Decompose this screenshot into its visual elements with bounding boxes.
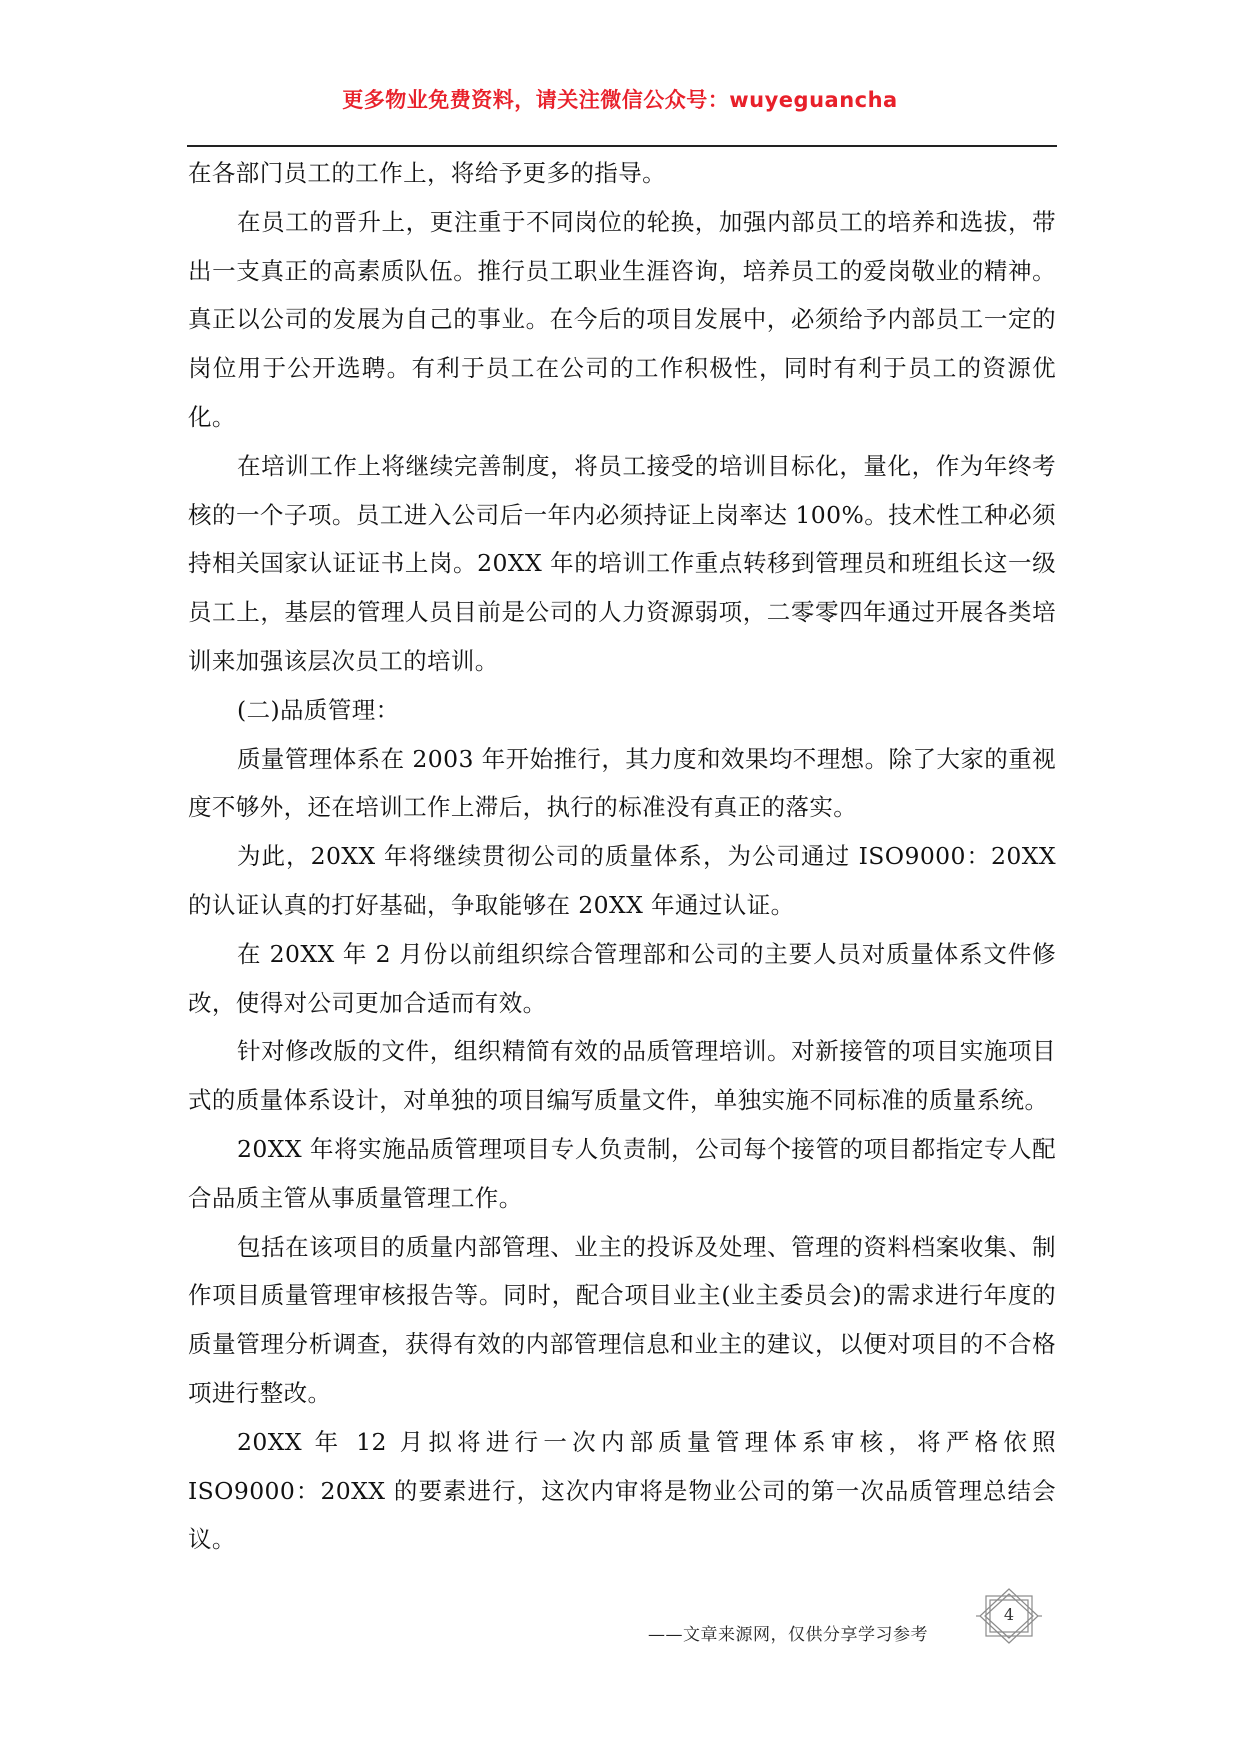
paragraph: 在 20XX 年 2 月份以前组织综合管理部和公司的主要人员对质量体系文件修改，使得对公司更加合适而有效。 [188,939,1056,1017]
paragraph: 20XX 年 12 月拟将进行一次内部质量管理体系审核，将严格依照 ISO9000：20XX 的要素进行，这次内审将是物业公司的第一次品质管理总结会议。 [188,1427,1056,1554]
paragraph: 针对修改版的文件，组织精简有效的品质管理培训。对新接管的项目实施项目式的质量体系设计，对单独的项目编写质量文件，单独实施不同标准的质量系统。 [188,1037,1056,1115]
document-body [188,149,1056,1564]
header-notice: 更多物业免费资料，请关注微信公众号：wuyeguancha [342,88,898,112]
page-number-badge [976,1587,1042,1645]
header-divider [187,145,1057,147]
paragraph: 包括在该项目的质量内部管理、业主的投诉及处理、管理的资料档案收集、制作项目质量管理审核报告等。同时，配合项目业主(业主委员会)的需求进行年度的质量管理分析调查，获得有效的内部管理信息和业主的建议，以便对项目的不合格项进行整改。 [188,1232,1056,1407]
paragraph: 为此，20XX 年将继续贯彻公司的质量体系，为公司通过 ISO9000：20XX 的认证认真的打好基础，争取能够在 20XX 年通过认证。 [188,842,1056,919]
paragraph: 20XX 年将实施品质管理项目专人负责制，公司每个接管的项目都指定专人配合品质主管从事质量管理工作。 [188,1134,1056,1212]
paragraph: 质量管理体系在 2003 年开始推行，其力度和效果均不理想。除了大家的重视度不够外，还在培训工作上滞后，执行的标准没有真正的落实。 [188,744,1056,822]
paragraph: 在培训工作上将继续完善制度，将员工接受的培训目标化，量化，作为年终考核的一个子项。员工进入公司后一年内必须持证上岗率达 100%。技术性工种必须持相关国家认证证书上岗。20XX 年的培训工作重点转移到管理员和班组长这一级员工上，基层的管理人员目前是公司的人力资源弱项，二零零四年通过开展各类培训来加强该层次员工的培训。 [188,451,1056,675]
paragraph: 在各部门员工的工作上，将给予更多的指导。 [188,159,666,187]
paragraph: 在员工的晋升上，更注重于不同岗位的轮换，加强内部员工的培养和选拔，带出一支真正的高素质队伍。推行员工职业生涯咨询，培养员工的爱岗敬业的精神。真正以公司的发展为自己的事业。在今后的项目发展中，必须给予内部员工一定的岗位用于公开选聘。有利于员工在公司的工作积极性，同时有利于员工的资源优化。 [188,207,1056,431]
footer-source-note: ——文章来源网，仅供分享学习参考 [648,1625,928,1645]
page-number: 4 [1003,1605,1015,1624]
section-heading: (二)品质管理： [237,695,400,724]
